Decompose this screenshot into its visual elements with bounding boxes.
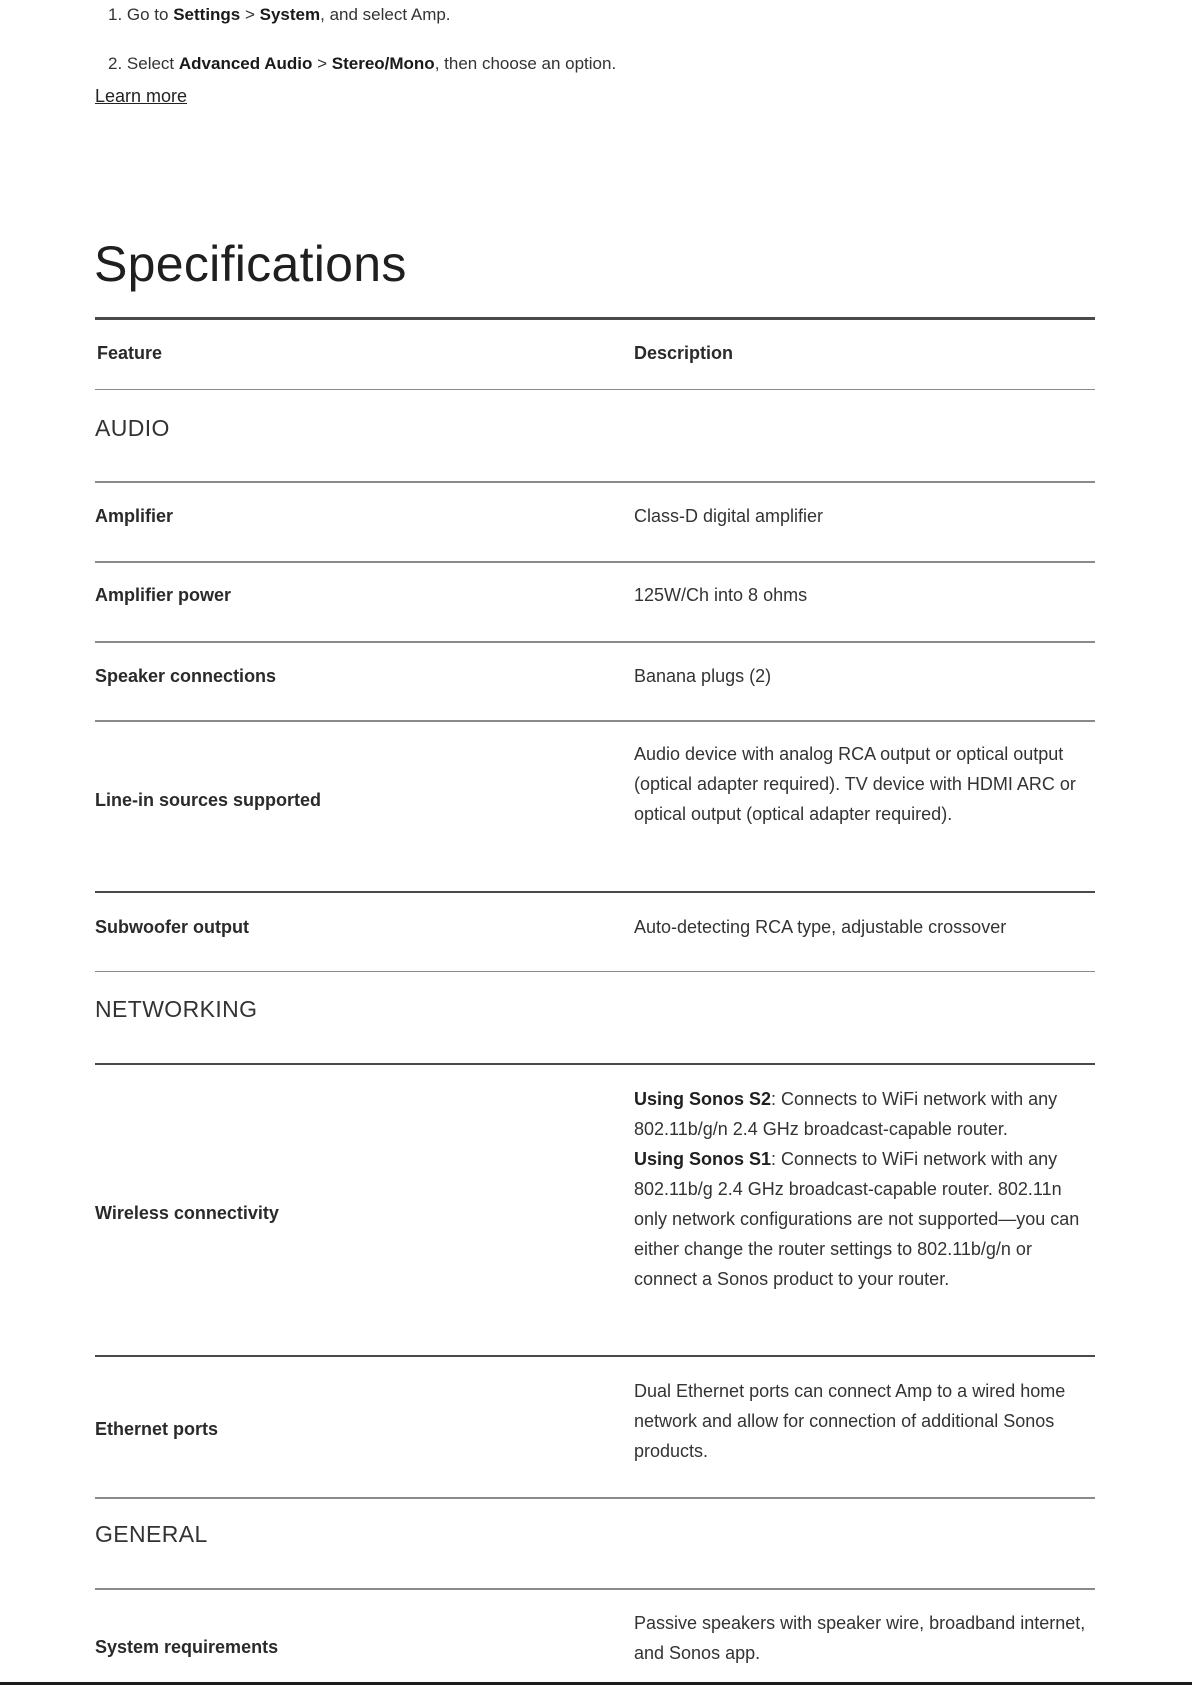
step-2-prefix: 2. Select: [108, 54, 179, 73]
sonos-s1-text: : Connects to WiFi network with any 802.11b/g 2.4 GHz broadcast-capable router. 802.11n only network configurations are not supported—you can either change the router settings to 802.11b/g/n or connect a Sonos product to your router.: [634, 1149, 1080, 1289]
row-label: Amplifier power: [95, 585, 232, 605]
section-networking: NETWORKING: [95, 996, 258, 1022]
row-description: 125W/Ch into 8 ohms: [634, 585, 808, 605]
step-2-separator: >: [312, 54, 332, 73]
row-description: Audio device with analog RCA output or optical output (optical adapter required). TV device with HDMI ARC or optical output (optical adapter required).: [634, 744, 1076, 824]
step-2-suffix: , then choose an option.: [434, 54, 617, 73]
header-feature: Feature: [97, 343, 163, 363]
step-1-settings: Settings: [173, 5, 241, 24]
row-label: Wireless connectivity: [95, 1203, 279, 1223]
row-rule: [95, 561, 1095, 563]
specifications-heading: Specifications: [94, 236, 407, 292]
step-1-suffix: , and select Amp.: [320, 5, 451, 24]
header-description: Description: [634, 343, 734, 363]
sonos-s2-label: Using Sonos S2: [634, 1089, 772, 1109]
row-label: Line-in sources supported: [95, 790, 322, 810]
step-2: [108, 54, 616, 74]
header-rule: [95, 389, 1095, 390]
row-description: Class-D digital amplifier: [634, 506, 824, 526]
section-general-rule: [95, 1588, 1095, 1590]
row-label: Speaker connections: [95, 666, 277, 686]
row-description: Dual Ethernet ports can connect Amp to a wired home network and allow for connection of additional Sonos products.: [634, 1381, 1066, 1461]
step-1-separator: >: [240, 5, 260, 24]
row-description: Auto-detecting RCA type, adjustable crossover: [634, 917, 1007, 937]
sonos-s2-text: : Connects to WiFi network with any 802.11b/g/n 2.4 GHz broadcast-capable router.: [634, 1089, 1058, 1139]
row-label: Ethernet ports: [95, 1419, 219, 1439]
row-rule: [95, 971, 1095, 972]
sonos-s1-label: Using Sonos S1: [634, 1149, 772, 1169]
row-rule: [95, 641, 1095, 643]
row-rule: [95, 720, 1095, 722]
row-description: Banana plugs (2): [634, 666, 772, 686]
section-audio-rule: [95, 481, 1095, 483]
step-1: [108, 5, 451, 25]
row-rule: [95, 891, 1095, 893]
step-1-prefix: 1. Go to: [108, 5, 174, 24]
row-rule: [95, 1355, 1095, 1357]
learn-more-link[interactable]: Learn more: [95, 86, 188, 106]
row-description: [634, 1084, 1096, 1294]
row-label: Amplifier: [95, 506, 174, 526]
row-label: Subwoofer output: [95, 917, 249, 937]
row-rule: [95, 1497, 1095, 1499]
section-audio: AUDIO: [95, 415, 170, 441]
section-networking-rule: [95, 1063, 1095, 1065]
step-2-stereo-mono: Stereo/Mono: [331, 54, 435, 73]
row-description: Passive speakers with speaker wire, broadband internet, and Sonos app.: [634, 1613, 1086, 1663]
step-1-system: System: [259, 5, 321, 24]
row-label: System requirements: [95, 1637, 279, 1657]
section-general: GENERAL: [95, 1521, 208, 1547]
step-2-advanced-audio: Advanced Audio: [178, 54, 313, 73]
table-top-rule: [95, 317, 1095, 320]
